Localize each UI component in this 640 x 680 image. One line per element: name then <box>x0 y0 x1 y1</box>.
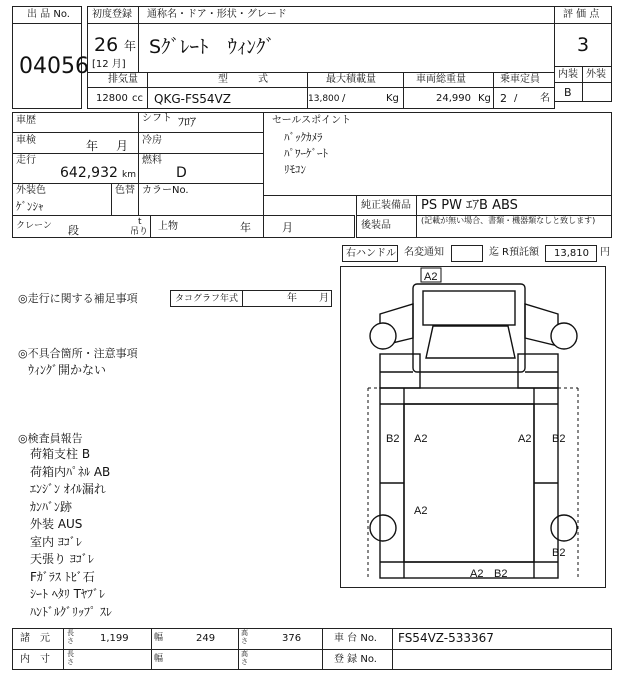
dims-label: 諸 元 <box>20 633 50 644</box>
inner-length-label: 長さ <box>67 650 74 666</box>
lot-no-label-box <box>12 6 82 24</box>
steering-box <box>342 245 398 262</box>
sales-points-box <box>263 112 612 196</box>
fuel-label: 燃料 <box>142 155 162 166</box>
exterior-color-label: 外装色 <box>16 185 46 196</box>
sales-point-3: ﾘﾓｺﾝ <box>284 163 306 176</box>
r-deposit-box <box>545 245 597 262</box>
inspector-item: ｴﾝｼﾞﾝ ｵｲﾙ漏れ <box>30 482 106 496</box>
max-load-unit: Kg <box>386 93 399 104</box>
model-label: 通称名・ドア・形状・グレード <box>147 9 287 20</box>
crane-ton: t <box>138 217 142 227</box>
chassis-value: FS54VZ-533367 <box>398 631 494 645</box>
gross-weight-label: 車両総重量 <box>416 74 466 85</box>
mileage-label: 走行 <box>16 155 36 166</box>
inspector-item: ｶﾝﾊﾞﾝ跡 <box>30 499 73 514</box>
model-name-box <box>138 23 555 73</box>
damage-mark-left-b2: B2 <box>386 433 400 445</box>
crane-level: 段 <box>68 224 79 237</box>
capacity-sep: / <box>514 93 518 104</box>
r-deposit-label: R預託額 <box>502 247 539 258</box>
tacho-month: 月 <box>319 293 329 304</box>
name-change-label: 名変通知 <box>404 247 444 258</box>
shift-label: シフト <box>142 113 172 124</box>
steering: 右ハンドル <box>346 248 396 259</box>
model-name: Sｸﾞﾚｰﾄ ｳｨﾝｸﾞ <box>149 36 276 58</box>
sales-point-1: ﾊﾞｯｸｶﾒﾗ <box>284 131 323 144</box>
damage-mark-top-a2: A2 <box>424 271 438 283</box>
inspector-item: 天張り ﾖｺﾞﾚ <box>30 552 94 566</box>
interior-label: 内装 <box>558 69 578 80</box>
reg-label: 登 録 No. <box>334 654 377 665</box>
length-label: 長さ <box>67 629 74 645</box>
damage-mark-bottom-a2: A2 <box>470 568 484 580</box>
tachograph-box <box>170 290 332 307</box>
inspector-item: ｼｰﾄ ﾍﾀﾘ Tﾔﾌﾞﾚ <box>30 587 105 601</box>
cargo-date-box <box>240 215 355 238</box>
interior-grade: B <box>564 86 572 99</box>
lot-no-label: 出 品 No. <box>27 9 70 20</box>
truck-diagram <box>340 266 606 588</box>
score-label-box <box>554 6 612 24</box>
model-code-label: 型 式 <box>218 74 268 85</box>
defect-label: ◎不具合箇所・注意事項 <box>18 347 138 360</box>
inspection-year: 年 <box>86 139 99 153</box>
equipment-value: PS PW ｴｱB ABS <box>421 198 518 213</box>
inspector-item: 室内 ﾖｺﾞﾚ <box>30 534 82 549</box>
history-label: 車歴 <box>16 115 36 126</box>
height-value: 376 <box>282 633 302 644</box>
first-reg-year-unit: 年 <box>124 39 137 53</box>
score-box <box>554 23 612 67</box>
inspection-month: 月 <box>116 139 129 153</box>
crane-lift: 吊り <box>130 227 149 237</box>
gross-weight-unit: Kg <box>478 93 491 104</box>
shift-value: ﾌﾛｱ <box>178 115 197 129</box>
crane-label: クレーン <box>16 221 52 231</box>
front-left-wheel <box>370 323 396 349</box>
color-code-label: カラーNo. <box>142 185 189 196</box>
cab-windshield <box>426 326 515 358</box>
max-load-label: 最大積載量 <box>326 74 376 85</box>
exterior-color: ｹﾞﾝｼｬ <box>16 200 44 213</box>
capacity: 2 <box>500 92 507 105</box>
tachograph-label: タコグラフ年式 <box>175 294 239 304</box>
equipment-label: 純正装備品 <box>361 200 411 211</box>
interior-grade-box <box>554 82 583 102</box>
width-value: 249 <box>196 633 216 644</box>
cargo-label: 上物 <box>158 221 178 232</box>
aftermarket-note: (記載が無い場合、書類・機器類なしと致します) <box>421 216 596 225</box>
displacement-unit: cc <box>132 93 143 104</box>
r-deposit: 13,810 <box>554 248 589 259</box>
first-reg-label-box <box>87 6 139 24</box>
length-value: 1,199 <box>100 633 129 644</box>
sales-points-label: セールスポイント <box>272 115 352 126</box>
first-reg-label: 初度登録 <box>92 9 132 20</box>
first-reg-box <box>87 23 139 73</box>
width-label: 幅 <box>154 633 164 643</box>
inspection-label: 車検 <box>16 135 36 146</box>
gross-weight: 24,990 <box>436 93 471 104</box>
aftermarket-row <box>356 215 612 238</box>
defect-text: ｳｨﾝｸﾞ開かない <box>28 363 107 377</box>
name-change-box <box>451 245 483 262</box>
cab-roof <box>423 291 515 325</box>
inspector-item: 荷箱支柱 B <box>30 447 91 461</box>
sales-point-2: ﾊﾟﾜｰｹﾞｰﾄ <box>284 147 328 160</box>
inspector-item: Fｶﾞﾗｽ ﾄﾋﾞ石 <box>30 569 95 584</box>
damage-mark-left-a2: A2 <box>414 433 428 445</box>
rear-right-wheel <box>551 515 577 541</box>
interior-label-box <box>554 66 583 83</box>
r-deposit-unit: 円 <box>600 247 610 258</box>
inspector-item: ﾊﾝﾄﾞﾙｸﾞﾘｯﾌﾟ ｽﾚ <box>30 604 112 619</box>
cargo-box-inner <box>404 404 534 562</box>
aircon-label: 冷房 <box>142 135 162 146</box>
capacity-unit: 名 <box>540 93 550 104</box>
damage-mark-right-b2: B2 <box>552 433 566 445</box>
mileage: 642,932 <box>60 165 118 181</box>
exterior-label-box <box>582 66 612 83</box>
front-right-wheel <box>551 323 577 349</box>
inner-label: 内 寸 <box>20 654 50 665</box>
exterior-grade-box <box>582 82 612 102</box>
inner-width-label: 幅 <box>154 654 164 664</box>
displacement: 12800 <box>96 93 128 104</box>
tacho-year: 年 <box>287 293 297 304</box>
score-value: 3 <box>577 34 590 56</box>
fuel: D <box>176 165 187 181</box>
inspector-item: 外装 AUS <box>30 517 83 531</box>
max-load: 13,800 <box>308 94 340 104</box>
lot-no-box <box>12 23 89 109</box>
aftermarket-label: 後装品 <box>361 220 391 231</box>
damage-mark-mid-a2: A2 <box>414 505 428 517</box>
max-load-sep: / <box>342 93 346 104</box>
damage-mark-bottom-b2: B2 <box>494 568 508 580</box>
capacity-label: 乗車定員 <box>500 74 540 85</box>
inner-height-label: 高さ <box>241 650 248 666</box>
displacement-label: 排気量 <box>108 74 138 85</box>
exterior-label: 外装 <box>586 69 606 80</box>
mileage-unit: km <box>122 170 136 180</box>
chassis-label: 車 台 No. <box>334 633 377 644</box>
inspector-item: 荷箱内ﾊﾟﾈﾙ AB <box>30 464 111 479</box>
color-no-label: 色替 <box>115 185 135 196</box>
damage-mark-right-a2: A2 <box>518 433 532 445</box>
specs-value-row <box>87 87 555 109</box>
equipment-row <box>356 195 612 216</box>
cargo-box-outline <box>380 388 558 578</box>
specs-label-row <box>87 72 555 88</box>
cargo-year: 年 <box>240 221 251 234</box>
damage-mark-bottom-b2-right: B2 <box>552 547 566 559</box>
cargo-month: 月 <box>282 221 293 234</box>
lot-no: 04056 <box>19 54 89 79</box>
height-label: 高さ <box>241 629 248 645</box>
inspector-label: ◎検査員報告 <box>18 432 83 445</box>
model-code: QKG-FS54VZ <box>154 92 231 106</box>
rear-left-wheel <box>370 515 396 541</box>
first-reg-month: [12 月] <box>92 59 126 70</box>
driving-label: ◎走行に関する補足事項 <box>18 292 138 305</box>
first-reg-year: 26 <box>94 34 119 56</box>
period-label: 迄 <box>489 247 499 258</box>
score-label: 評 価 点 <box>563 9 600 20</box>
model-label-box <box>138 6 555 24</box>
